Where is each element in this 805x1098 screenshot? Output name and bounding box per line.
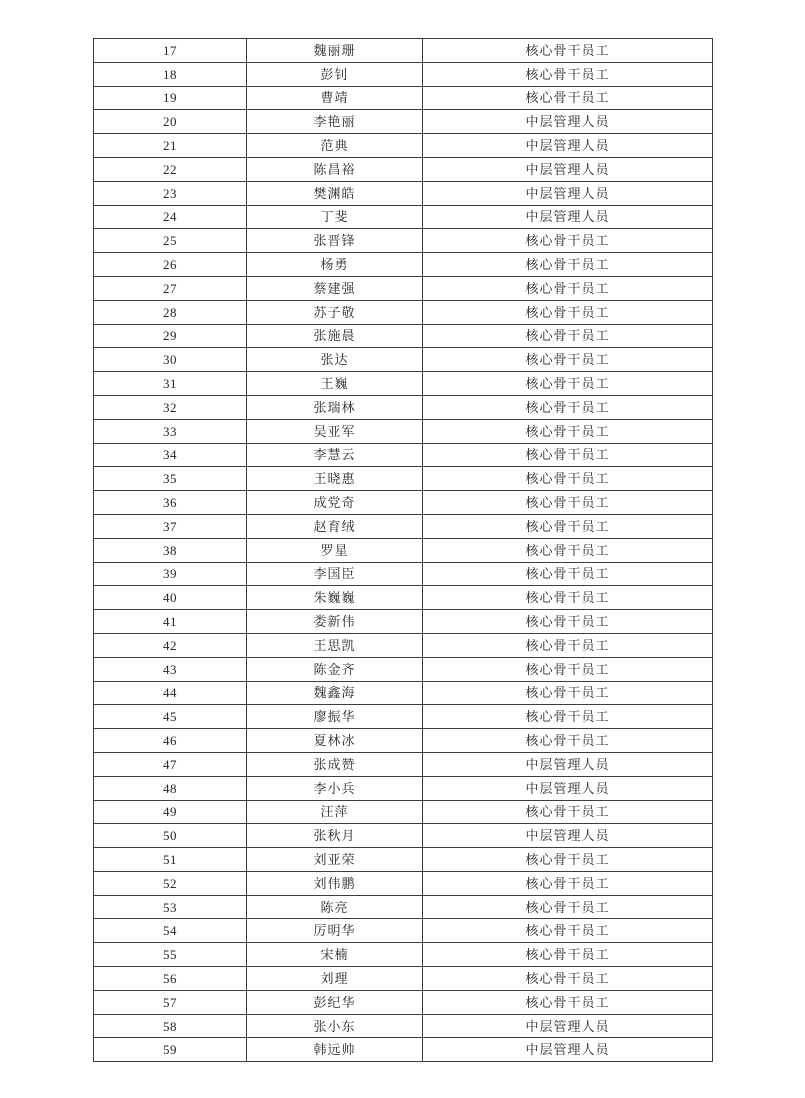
table-row xyxy=(94,134,713,158)
table-row xyxy=(94,395,713,419)
category-cell: 中层管理人员 xyxy=(423,824,713,848)
category-cell: 核心骨干员工 xyxy=(423,467,713,491)
row-number-cell: 54 xyxy=(94,919,247,943)
category-cell: 中层管理人员 xyxy=(423,181,713,205)
category-cell: 核心骨干员工 xyxy=(423,395,713,419)
category-cell: 核心骨干员工 xyxy=(423,324,713,348)
employee-name-cell: 陈昌裕 xyxy=(247,157,423,181)
employee-name-cell: 李慧云 xyxy=(247,443,423,467)
table-row xyxy=(94,86,713,110)
category-cell: 核心骨干员工 xyxy=(423,62,713,86)
category-cell: 核心骨干员工 xyxy=(423,419,713,443)
row-number-cell: 42 xyxy=(94,633,247,657)
category-cell: 核心骨干员工 xyxy=(423,943,713,967)
row-number-cell: 37 xyxy=(94,514,247,538)
category-cell: 核心骨干员工 xyxy=(423,729,713,753)
row-number-cell: 22 xyxy=(94,157,247,181)
table-row xyxy=(94,300,713,324)
row-number-cell: 26 xyxy=(94,253,247,277)
row-number-cell: 23 xyxy=(94,181,247,205)
table-row xyxy=(94,681,713,705)
table-row xyxy=(94,419,713,443)
row-number-cell: 18 xyxy=(94,62,247,86)
employee-name-cell: 陈金齐 xyxy=(247,657,423,681)
employee-name-cell: 彭钊 xyxy=(247,62,423,86)
employee-name-cell: 刘亚荣 xyxy=(247,848,423,872)
category-cell: 核心骨干员工 xyxy=(423,633,713,657)
table-row xyxy=(94,610,713,634)
employee-name-cell: 樊渊皓 xyxy=(247,181,423,205)
table-row xyxy=(94,157,713,181)
employee-name-cell: 张成赞 xyxy=(247,752,423,776)
employee-name-cell: 杨勇 xyxy=(247,253,423,277)
row-number-cell: 31 xyxy=(94,372,247,396)
employee-name-cell: 陈亮 xyxy=(247,895,423,919)
category-cell: 核心骨干员工 xyxy=(423,657,713,681)
row-number-cell: 56 xyxy=(94,967,247,991)
row-number-cell: 51 xyxy=(94,848,247,872)
employee-name-cell: 蔡建强 xyxy=(247,276,423,300)
employee-name-cell: 成党奇 xyxy=(247,491,423,515)
table-row xyxy=(94,372,713,396)
row-number-cell: 41 xyxy=(94,610,247,634)
row-number-cell: 53 xyxy=(94,895,247,919)
employee-roster-table xyxy=(93,38,713,1062)
category-cell: 核心骨干员工 xyxy=(423,848,713,872)
table-row xyxy=(94,205,713,229)
row-number-cell: 24 xyxy=(94,205,247,229)
category-cell: 中层管理人员 xyxy=(423,776,713,800)
employee-name-cell: 苏子敬 xyxy=(247,300,423,324)
category-cell: 核心骨干员工 xyxy=(423,562,713,586)
employee-name-cell: 赵育绒 xyxy=(247,514,423,538)
category-cell: 核心骨干员工 xyxy=(423,871,713,895)
table-row xyxy=(94,514,713,538)
row-number-cell: 55 xyxy=(94,943,247,967)
employee-name-cell: 王晓惠 xyxy=(247,467,423,491)
table-row xyxy=(94,848,713,872)
category-cell: 核心骨干员工 xyxy=(423,229,713,253)
row-number-cell: 38 xyxy=(94,538,247,562)
employee-name-cell: 刘伟鹏 xyxy=(247,871,423,895)
employee-name-cell: 韩远帅 xyxy=(247,1038,423,1062)
employee-name-cell: 厉明华 xyxy=(247,919,423,943)
table-row xyxy=(94,39,713,63)
employee-name-cell: 王巍 xyxy=(247,372,423,396)
category-cell: 核心骨干员工 xyxy=(423,86,713,110)
employee-name-cell: 张晋锋 xyxy=(247,229,423,253)
table-row xyxy=(94,895,713,919)
table-row xyxy=(94,181,713,205)
category-cell: 核心骨干员工 xyxy=(423,253,713,277)
row-number-cell: 44 xyxy=(94,681,247,705)
table-row xyxy=(94,62,713,86)
row-number-cell: 57 xyxy=(94,990,247,1014)
row-number-cell: 40 xyxy=(94,586,247,610)
category-cell: 核心骨干员工 xyxy=(423,610,713,634)
row-number-cell: 20 xyxy=(94,110,247,134)
employee-name-cell: 张瑞林 xyxy=(247,395,423,419)
employee-name-cell: 丁斐 xyxy=(247,205,423,229)
table-row xyxy=(94,1014,713,1038)
employee-name-cell: 宋楠 xyxy=(247,943,423,967)
table-row xyxy=(94,1038,713,1062)
table-row xyxy=(94,276,713,300)
row-number-cell: 25 xyxy=(94,229,247,253)
row-number-cell: 59 xyxy=(94,1038,247,1062)
row-number-cell: 32 xyxy=(94,395,247,419)
category-cell: 核心骨干员工 xyxy=(423,681,713,705)
row-number-cell: 27 xyxy=(94,276,247,300)
row-number-cell: 46 xyxy=(94,729,247,753)
category-cell: 核心骨干员工 xyxy=(423,990,713,1014)
row-number-cell: 29 xyxy=(94,324,247,348)
employee-name-cell: 范典 xyxy=(247,134,423,158)
row-number-cell: 34 xyxy=(94,443,247,467)
category-cell: 中层管理人员 xyxy=(423,110,713,134)
category-cell: 中层管理人员 xyxy=(423,157,713,181)
category-cell: 核心骨干员工 xyxy=(423,514,713,538)
table-row xyxy=(94,467,713,491)
category-cell: 核心骨干员工 xyxy=(423,967,713,991)
category-cell: 中层管理人员 xyxy=(423,752,713,776)
employee-name-cell: 李艳丽 xyxy=(247,110,423,134)
category-cell: 核心骨干员工 xyxy=(423,919,713,943)
category-cell: 中层管理人员 xyxy=(423,205,713,229)
employee-name-cell: 娄新伟 xyxy=(247,610,423,634)
table-row xyxy=(94,776,713,800)
row-number-cell: 28 xyxy=(94,300,247,324)
table-row xyxy=(94,324,713,348)
row-number-cell: 36 xyxy=(94,491,247,515)
table-row xyxy=(94,348,713,372)
table-row xyxy=(94,967,713,991)
category-cell: 核心骨干员工 xyxy=(423,276,713,300)
row-number-cell: 35 xyxy=(94,467,247,491)
category-cell: 中层管理人员 xyxy=(423,1014,713,1038)
category-cell: 核心骨干员工 xyxy=(423,538,713,562)
row-number-cell: 58 xyxy=(94,1014,247,1038)
row-number-cell: 48 xyxy=(94,776,247,800)
table-row xyxy=(94,990,713,1014)
category-cell: 核心骨干员工 xyxy=(423,586,713,610)
table-row xyxy=(94,729,713,753)
employee-name-cell: 张达 xyxy=(247,348,423,372)
category-cell: 核心骨干员工 xyxy=(423,300,713,324)
table-row xyxy=(94,538,713,562)
row-number-cell: 43 xyxy=(94,657,247,681)
employee-name-cell: 朱巍巍 xyxy=(247,586,423,610)
category-cell: 中层管理人员 xyxy=(423,1038,713,1062)
row-number-cell: 45 xyxy=(94,705,247,729)
category-cell: 核心骨干员工 xyxy=(423,491,713,515)
employee-name-cell: 廖振华 xyxy=(247,705,423,729)
table-row xyxy=(94,253,713,277)
employee-name-cell: 张施晨 xyxy=(247,324,423,348)
row-number-cell: 19 xyxy=(94,86,247,110)
row-number-cell: 47 xyxy=(94,752,247,776)
table-row xyxy=(94,705,713,729)
employee-name-cell: 李国臣 xyxy=(247,562,423,586)
table-row xyxy=(94,871,713,895)
table-row xyxy=(94,824,713,848)
employee-name-cell: 夏林冰 xyxy=(247,729,423,753)
row-number-cell: 30 xyxy=(94,348,247,372)
row-number-cell: 17 xyxy=(94,39,247,63)
employee-name-cell: 魏丽珊 xyxy=(247,39,423,63)
employee-name-cell: 罗星 xyxy=(247,538,423,562)
table-row xyxy=(94,443,713,467)
category-cell: 核心骨干员工 xyxy=(423,800,713,824)
employee-roster-body xyxy=(94,39,713,1062)
employee-name-cell: 王思凯 xyxy=(247,633,423,657)
table-row xyxy=(94,800,713,824)
category-cell: 核心骨干员工 xyxy=(423,705,713,729)
employee-name-cell: 张秋月 xyxy=(247,824,423,848)
table-row xyxy=(94,752,713,776)
table-row xyxy=(94,657,713,681)
employee-name-cell: 李小兵 xyxy=(247,776,423,800)
category-cell: 核心骨干员工 xyxy=(423,443,713,467)
category-cell: 核心骨干员工 xyxy=(423,372,713,396)
table-row xyxy=(94,633,713,657)
employee-name-cell: 彭纪华 xyxy=(247,990,423,1014)
employee-name-cell: 吴亚军 xyxy=(247,419,423,443)
category-cell: 中层管理人员 xyxy=(423,134,713,158)
category-cell: 核心骨干员工 xyxy=(423,348,713,372)
employee-name-cell: 汪萍 xyxy=(247,800,423,824)
table-row xyxy=(94,943,713,967)
row-number-cell: 50 xyxy=(94,824,247,848)
table-row xyxy=(94,562,713,586)
row-number-cell: 49 xyxy=(94,800,247,824)
employee-name-cell: 张小东 xyxy=(247,1014,423,1038)
table-row xyxy=(94,919,713,943)
row-number-cell: 52 xyxy=(94,871,247,895)
row-number-cell: 21 xyxy=(94,134,247,158)
table-row xyxy=(94,110,713,134)
employee-name-cell: 刘理 xyxy=(247,967,423,991)
category-cell: 核心骨干员工 xyxy=(423,895,713,919)
category-cell: 核心骨干员工 xyxy=(423,39,713,63)
row-number-cell: 33 xyxy=(94,419,247,443)
employee-name-cell: 魏鑫海 xyxy=(247,681,423,705)
employee-name-cell: 曹靖 xyxy=(247,86,423,110)
table-row xyxy=(94,586,713,610)
table-row xyxy=(94,229,713,253)
row-number-cell: 39 xyxy=(94,562,247,586)
table-row xyxy=(94,491,713,515)
